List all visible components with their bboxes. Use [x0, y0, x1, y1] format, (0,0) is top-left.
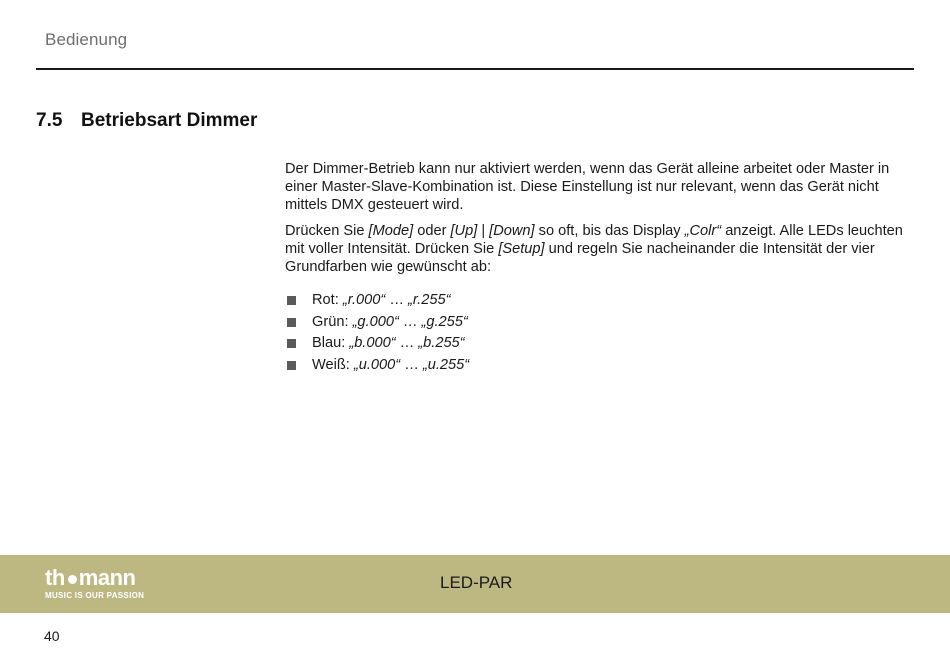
key-down: [Down]: [489, 223, 535, 239]
header-rule: [36, 68, 914, 70]
color-sep: …: [389, 292, 404, 308]
p2-text-3: |: [477, 223, 490, 239]
color-sep: …: [399, 335, 415, 351]
display-colr: „Colr“: [684, 223, 722, 239]
p2-text-6: und regeln Sie nacheinander die Intensität der vier Grundfarben wie gewünscht ab:: [285, 241, 875, 275]
color-label: Weiß:: [312, 356, 350, 373]
logo-text-right: mann: [78, 565, 136, 590]
color-from: „u.000“: [353, 356, 401, 373]
paragraph-dimmer-intro: Der Dimmer-Betrieb kann nur aktiviert werden, wenn das Gerät alleine arbeitet oder Master in einer Master-Slave-Kombination ist. Diese Einstellung ist nur relevant, wenn das Gerät nicht mittels DMX gesteuert wird.: [285, 161, 890, 213]
key-up: [Up]: [450, 223, 478, 239]
square-bullet-icon: [287, 296, 296, 305]
color-to: „g.255“: [421, 313, 468, 330]
section-title: Betriebsart Dimmer: [81, 110, 258, 131]
footer-band: [0, 555, 950, 613]
thomann-logo: [45, 565, 145, 600]
color-list: [285, 290, 915, 376]
header-section-label: Bedienung: [45, 30, 128, 49]
color-label: Blau:: [312, 335, 346, 351]
p2-text-1: Drücken Sie: [285, 223, 369, 239]
logo-wordmark: [45, 565, 144, 590]
list-item-blue: [285, 333, 915, 355]
logo-text-left: th: [45, 565, 65, 590]
logo-tagline: MUSIC IS OUR PASSION: [45, 591, 145, 600]
square-bullet-icon: [287, 339, 296, 348]
key-mode: [Mode]: [368, 223, 414, 239]
section-number: 7.5: [36, 110, 63, 131]
color-sep: …: [404, 356, 419, 373]
page-number: 40: [44, 628, 60, 644]
color-sep: …: [402, 313, 418, 330]
list-item-red: [285, 290, 915, 312]
section-heading: [36, 110, 257, 132]
p2-text-4: so oft, bis das Display: [534, 223, 685, 239]
body-content: [285, 160, 915, 376]
color-from: „b.000“: [349, 335, 396, 351]
color-to: „b.255“: [418, 335, 465, 351]
color-label: Grün:: [312, 313, 349, 330]
color-from: „r.000“: [342, 292, 386, 308]
square-bullet-icon: [287, 361, 296, 370]
logo-dot-icon: [68, 575, 77, 584]
list-item-green: [285, 312, 915, 334]
color-from: „g.000“: [352, 313, 399, 330]
color-to: „r.255“: [408, 292, 451, 308]
square-bullet-icon: [287, 318, 296, 327]
color-label: Rot:: [312, 292, 339, 308]
color-to: „u.255“: [422, 356, 470, 373]
paragraph-instructions: [285, 222, 915, 276]
product-name: LED-PAR: [440, 573, 513, 592]
list-item-white: [285, 355, 915, 377]
p2-text-5: anzeigt. Alle LEDs leuchten mit voller Intensität. Drücken Sie: [285, 223, 903, 257]
p2-text-2: oder: [413, 223, 451, 239]
key-setup: [Setup]: [498, 241, 545, 257]
